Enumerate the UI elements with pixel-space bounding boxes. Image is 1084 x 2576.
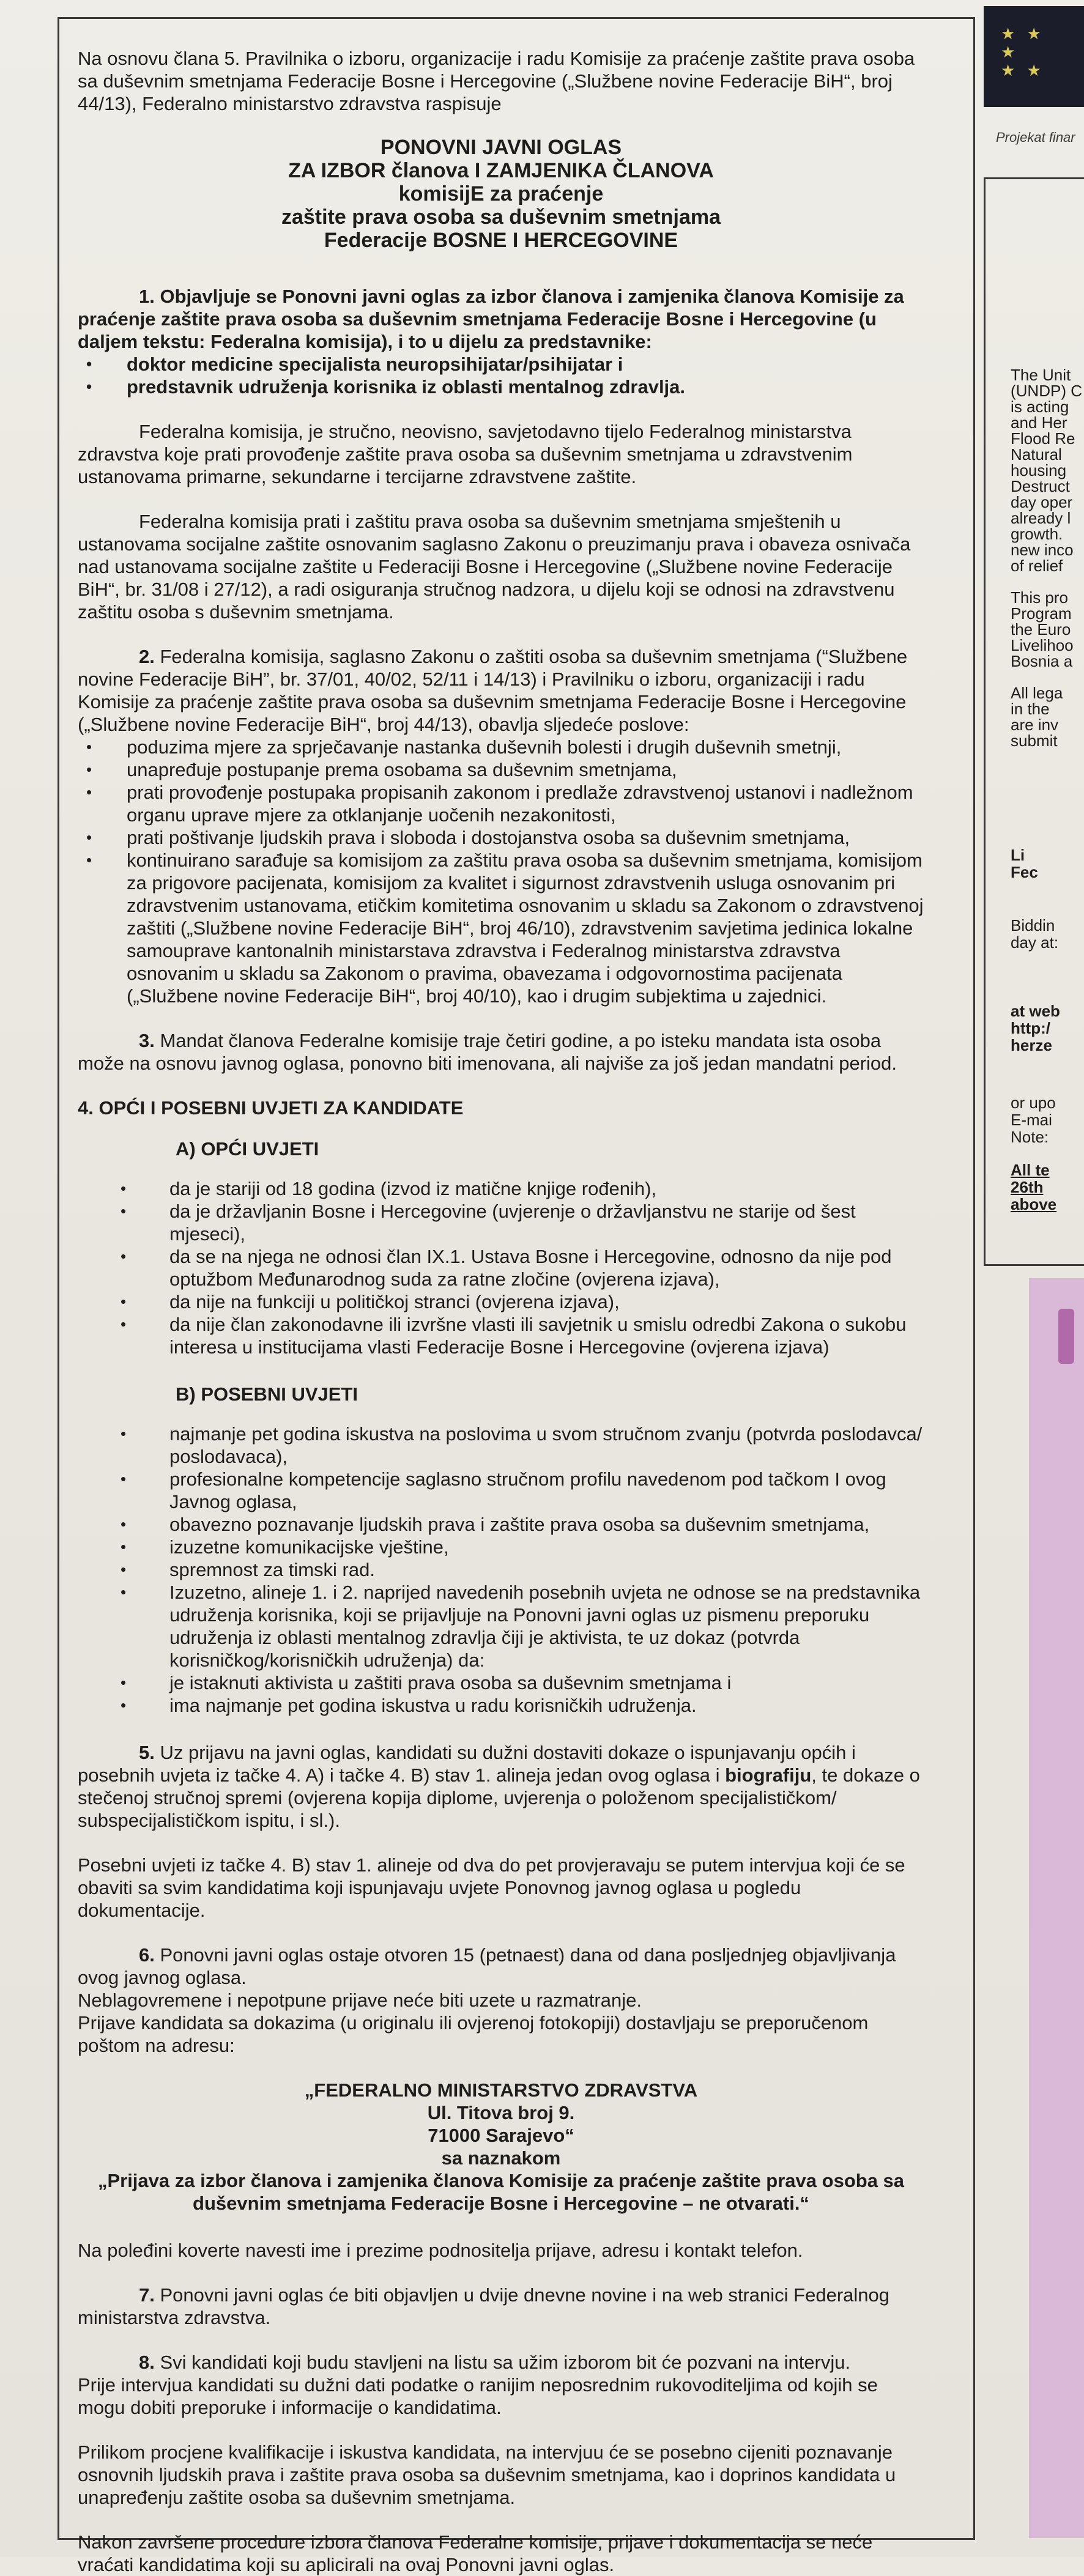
advert-text-line: The Unit <box>1011 366 1071 384</box>
eu-stars-icon: ★ ★ ★ ★ ★ <box>1001 24 1052 80</box>
advert-text-line: in the <box>1011 700 1050 718</box>
commission-social-care: Federalna komisija prati i zaštitu prava osoba sa duševnim smetnjama smještenih u ustanovama socijalne zaštite osnovanim saglasno Zakonu o preuzimanju prava i obaveza osnivača nad ustanovama socijalne zaštite u Federaciji Bosne i Hercegovine („Službene novine Federacije BiH“, br. 31/08 i 27/12), a radi osiguranja stručnog nadzora, u dijelu koji se odnosi na zdravstvenu zaštitu osoba s duševnim smetnjama. <box>78 511 911 623</box>
advert-text-line: already l <box>1011 509 1071 527</box>
advert-text-line: (UNDP) C <box>1011 382 1082 400</box>
general-conditions-list <box>78 1177 924 1358</box>
list-item: • izuzetne komunikacijske vještine, <box>78 1536 924 1558</box>
advert-text-line: All lega <box>1011 684 1063 702</box>
list-item: • poduzima mjere za sprječavanje nastanka duševnih bolesti i drugih duševnih smetnji, <box>78 736 924 758</box>
list-item: • Izuzetno, alineje 1. i 2. naprijed navedenih posebnih uvjeta ne odnose se na predstavnika udruženja korisnika, koji se prijavljuje na Ponovni javni oglas uz pismenu preporuku udruženja iz oblasti mentalnog zdravlja čiji je aktivista, te uz dokaz (potvrda korisničkog/korisničkih udruženja) da: <box>78 1581 924 1671</box>
evaluation-note: Prilikom procjene kvalifikacije i iskustva kandidata, na intervjuu će se posebno cijeniti poznavanje osnovnih ljudskih prava i zaštite prava osoba sa duševnim smetnjama, kao i doprinos kandidata u unapređenju zaštite osoba sa duševnim smetnjama. <box>78 2441 896 2508</box>
pink-advert-mark <box>1058 1309 1074 1364</box>
address-line-3: 71000 Sarajevo“ <box>428 2125 574 2146</box>
section-5-text-b: , te dokaze o stečenoj stručnoj spremi (ovjerena kopija diplome, uvjerenja o položenom specijalističkom/ subspecijalističkom ispitu, i sl.). <box>78 1764 920 1831</box>
pink-advert <box>1029 1278 1084 2538</box>
address-line-4: sa naznakom <box>441 2147 561 2169</box>
advert-text-line: are inv <box>1011 716 1059 734</box>
advert-text-line: day at: <box>1011 933 1059 952</box>
section-1 <box>78 285 924 353</box>
advert-text-line: http:/ <box>1011 1019 1050 1037</box>
advert-text-line: All te <box>1011 1161 1050 1179</box>
section-6 <box>78 1944 924 1989</box>
adjacent-advert-column <box>979 0 1084 2557</box>
advert-text-line: at web <box>1011 1002 1060 1020</box>
notice-title <box>78 136 924 252</box>
list-item: • najmanje pet godina iskustva na poslovima u svom stručnom zvanju (potvrda poslodavca/ poslodavaca), <box>78 1423 924 1468</box>
advert-text-line: submit <box>1011 731 1058 750</box>
list-item: • da nije na funkciji u političkoj stranci (ovjerena izjava), <box>78 1290 924 1313</box>
list-item: • unapređuje postupanje prema osobama sa duševnim smetnjama, <box>78 758 924 781</box>
section-5-biography: biografiju <box>725 1764 812 1786</box>
list-item: • da je državljanin Bosne i Hercegovine (uvjerenje o državljanstvu ne starije od šest mjeseci), <box>78 1200 924 1245</box>
address-line-5: „Prijava za izbor članova i zamjenika članova Komisije za praćenje zaštite prava osoba sa duševnim smetnjama Federacije Bosne i Hercegovine – ne otvarati.“ <box>97 2170 905 2214</box>
section-8-number: 8. <box>139 2352 155 2373</box>
advert-text-line: growth. <box>1011 525 1063 543</box>
advert-text-line: or upo <box>1011 1094 1056 1112</box>
interview-conditions: Posebni uvjeti iz tačke 4. B) stav 1. alineje od dva do pet provjeravaju se putem intervjua koji će se obaviti sa svim kandidatima koji ispunjavaju uvjete Ponovnog javnog oglasa u pogledu dokumentacije. <box>78 1854 905 1921</box>
list-item: • spremnost za timski rad. <box>78 1558 924 1581</box>
list-item: • predstavnik udruženja korisnika iz oblasti mentalnog zdravlja. <box>78 376 924 398</box>
section-7-number: 7. <box>139 2284 155 2306</box>
section-2-text: Federalna komisija, saglasno Zakonu o zaštiti osoba sa duševnim smetnjama (“Službene novine Federacije BiH”, br. 37/01, 40/02, 52/11 i 14/13) i Pravilniku o izboru, organizaciji i radu Komisije za praćenje zaštite prava osoba sa duševnim smetnjama Federacije Bosne i Hercegovine („Službene novine Federacije BiH“, broj 44/13), obavlja sljedeće poslove: <box>78 646 908 735</box>
public-notice <box>58 17 975 2575</box>
eu-flag-logo <box>984 6 1084 107</box>
advert-text-line: Fec <box>1011 863 1038 881</box>
title-line-1: PONOVNI JAVNI OGLAS <box>380 136 622 159</box>
advert-text-line: Bosnia a <box>1011 652 1073 670</box>
general-conditions-heading: A) OPĆI UVJETI <box>176 1138 319 1160</box>
section-1-text: Objavljuje se Ponovni javni oglas za izbor članova i zamjenika članova Komisije za praćenje zaštite prava osoba sa duševnim smetnjama Federacije Bosne i Hercegovine (u daljem tekstu: Federalna komisija), i to u dijelu za predstavnike: <box>78 286 904 352</box>
advert-text-line: 26th <box>1011 1178 1044 1196</box>
advert-text-line: Program <box>1011 604 1072 623</box>
list-item: • kontinuirano sarađuje sa komisijom za zaštitu prava osoba sa duševnim smetnjama, komisijom za prigovore pacijenata, komisijom za kvalitet i sigurnost zdravstvenih usluga osnovanim pri zdravstvenim ustanovama, etičkim komitetima osnovanim u skladu sa Zakonom o zdravstvenoj zaštiti („Službene novine Federacije BiH“, broj 46/10), zdravstvenim savjetima jedinica lokalne samouprave kantonalnih ministarstava zdravstva i Federalnog ministarstva zdravstva osnovanim u skladu sa Zakonom o pravima, obavezama i odgovornostima pacijenata („Službene novine Federacije BiH“, broj 40/10), kao i drugim subjektima u zajednici. <box>78 849 924 1007</box>
title-line-5: Federacije BOSNE I HERCEGOVINE <box>324 229 678 252</box>
references-note: Prije intervjua kandidati su dužni dati podatke o ranijim neposrednim rukovoditeljima od kojih se mogu dobiti preporuke i informacije o kandidatima. <box>78 2374 878 2418</box>
section-8 <box>78 2351 924 2374</box>
section-2-number: 2. <box>139 646 155 667</box>
title-line-4: zaštite prava osoba sa duševnim smetnjama <box>281 205 721 229</box>
advert-text-line: Flood Re <box>1011 429 1075 448</box>
commission-description: Federalna komisija, je stručno, neovisno, savjetodavno tijelo Federalnog ministarstva zdravstva koje prati provođenje zaštite prava osoba sa duševnim smetnjama u zdravstvenim ustanovama primarne, sekundarne i tercijarne zdravstvene zaštite. <box>78 421 853 487</box>
section-4-heading: 4. OPĆI I POSEBNI UVJETI ZA KANDIDATE <box>78 1097 464 1119</box>
address-line-2: Ul. Titova broj 9. <box>427 2102 575 2123</box>
submission-instructions: Prijave kandidata sa dokazima (u originalu ili ovjerenoj fotokopiji) dostavljaju se preporučenom poštom na adresu: <box>78 2012 869 2056</box>
advert-text-line: Natural <box>1011 445 1062 464</box>
advert-text-line: day oper <box>1011 493 1073 511</box>
mailing-address <box>78 2079 924 2215</box>
section-7-text: Ponovni javni oglas će biti objavljen u dvije dnevne novine i na web stranici Federalnog ministarstva zdravstva. <box>78 2284 890 2328</box>
section-5-number: 5. <box>139 1742 155 1763</box>
section-6-number: 6. <box>139 1944 155 1966</box>
list-item: • ima najmanje pet godina iskustva u radu korisničkih udruženja. <box>78 1694 924 1717</box>
advert-text-line: above <box>1011 1195 1057 1213</box>
title-line-2: ZA IZBOR članova I ZAMJENIKA ČLANOVA <box>288 159 714 182</box>
address-line-1: „FEDERALNO MINISTARSTVO ZDRAVSTVA <box>304 2079 698 2101</box>
title-line-3: komisijE za praćenje <box>398 182 604 205</box>
advert-text-line: E-mai <box>1011 1111 1052 1129</box>
list-item: • prati provođenje postupaka propisanih zakonom i predlaže zdravstvenoj ustanovi i nadležnom organu uprave mjere za otklanjanje uočenih nezakonitosti, <box>78 781 924 826</box>
section-3-text: Mandat članova Federalne komisije traje četiri godine, a po isteku mandata ista osoba može na osnovu javnog oglasa, ponovno biti imenovana, ali najviše za još jedan mandatni period. <box>78 1030 897 1074</box>
section-1-number: 1. <box>139 286 155 307</box>
section-3 <box>78 1029 924 1075</box>
advert-text-line: Li <box>1011 846 1025 864</box>
advert-text-line: is acting <box>1011 398 1069 416</box>
list-item: • profesionalne kompetencije saglasno stručnom profilu navedenom pod tačkom I ovog Javnog oglasa, <box>78 1468 924 1513</box>
section-3-number: 3. <box>139 1030 155 1051</box>
advert-text-line: This pro <box>1011 588 1068 607</box>
section-2 <box>78 645 924 736</box>
documents-not-returned: Nakon završene procedure izbora članova Federalne komisije, prijave i dokumentacija se neće vraćati kandidatima koji su aplicirali na ovaj Ponovni javni oglas. <box>78 2531 873 2575</box>
list-item: • da se na njega ne odnosi član IX.1. Ustava Bosne i Hercegovine, odnosno da nije pod optužbom Međunarodnog suda za ratne zločine (ovjerena izjava), <box>78 1245 924 1290</box>
section-7 <box>78 2284 924 2329</box>
advert-text-line: Biddin <box>1011 916 1055 935</box>
section-5-text-a: Uz prijavu na javni oglas, kandidati su dužni dostaviti dokaze o ispunjavanju općih i posebnih uvjeta iz tačke 4. A) i tačke 4. B) stav 1. alineja jedan ovog oglasa i <box>78 1742 856 1786</box>
advert-text-line: new inco <box>1011 541 1074 559</box>
special-conditions-list <box>78 1423 924 1717</box>
notice-intro: Na osnovu člana 5. Pravilnika o izboru, organizacije i radu Komisije za praćenje zaštite prava osoba sa duševnim smetnjama Federacije Bosne i Hercegovine („Službene novine Federacije BiH“, broj 44/13), Federalno ministarstvo zdravstva raspisuje <box>78 48 915 114</box>
advert-text-line: Destruct <box>1011 477 1070 495</box>
advert-text-line: Note: <box>1011 1128 1049 1146</box>
duties-list <box>78 736 924 1007</box>
section-5 <box>78 1741 924 1832</box>
late-applications: Neblagovremene i nepotpune prijave neće biti uzete u razmatranje. <box>78 1989 642 2011</box>
project-caption: Projekat finar <box>996 130 1075 145</box>
section-6-text: Ponovni javni oglas ostaje otvoren 15 (petnaest) dana od dana posljednjeg objavljivanja ovog javnog oglasa. <box>78 1944 896 1988</box>
advert-text-line: herze <box>1011 1036 1052 1054</box>
envelope-note: Na poleđini koverte navesti ime i prezime podnositelja prijave, adresu i kontakt telefon. <box>78 2240 803 2261</box>
list-item: • doktor medicine specijalista neuropsihijatar/psihijatar i <box>78 353 924 376</box>
representatives-list <box>78 353 924 398</box>
list-item: • da je stariji od 18 godina (izvod iz matične knjige rođenih), <box>78 1177 924 1200</box>
advert-text-line: housing <box>1011 461 1067 479</box>
list-item: • je istaknuti aktivista u zaštiti prava osoba sa duševnim smetnjama i <box>78 1671 924 1694</box>
advert-text-line: the Euro <box>1011 620 1071 638</box>
special-conditions-heading: B) POSEBNI UVJETI <box>176 1383 358 1405</box>
advert-text-line: Livelihoo <box>1011 636 1074 654</box>
section-8-text: Svi kandidati koji budu stavljeni na listu sa užim izborom bit će pozvani na intervju. <box>160 2352 851 2373</box>
advert-text-line: of relief <box>1011 557 1063 575</box>
list-item: • prati poštivanje ljudskih prava i sloboda i dostojanstva osoba sa duševnim smetnjama, <box>78 826 924 849</box>
list-item: • obavezno poznavanje ljudskih prava i zaštite prava osoba sa duševnim smetnjama, <box>78 1513 924 1536</box>
list-item: • da nije član zakonodavne ili izvršne vlasti ili savjetnik u smislu odredbi Zakona o sukobu interesa u institucijama vlasti Federacije Bosne i Hercegovine (ovjerena izjava) <box>78 1313 924 1358</box>
advert-text-line: and Her <box>1011 413 1067 432</box>
